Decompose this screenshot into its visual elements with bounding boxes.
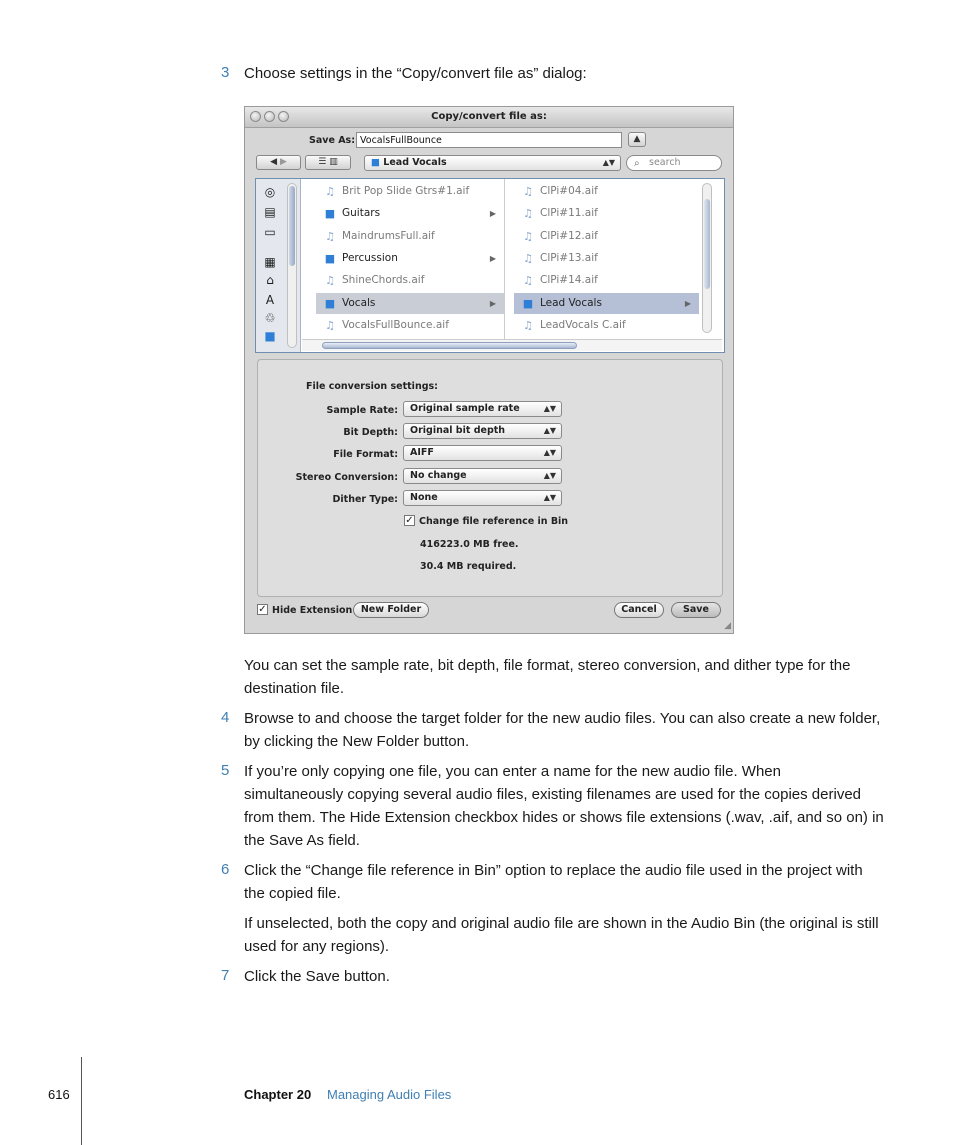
item-name: Vocals	[342, 296, 376, 309]
folder-row[interactable]	[316, 248, 504, 269]
disclosure-arrow-icon: ▶	[684, 298, 691, 308]
item-name: LeadVocals C.aif	[540, 318, 626, 331]
file-row[interactable]	[316, 181, 504, 202]
sample-rate-popup[interactable]	[403, 401, 562, 417]
browser-column-2	[514, 179, 699, 339]
disclosure-arrow-icon: ▶	[489, 209, 496, 219]
item-name: VocalsFullBounce.aif	[342, 318, 449, 331]
folder-icon[interactable]: ■	[264, 329, 276, 343]
disk-icon[interactable]: ▭	[264, 225, 276, 239]
item-name: Guitars	[342, 207, 381, 220]
chapter-title: Managing Audio Files	[327, 1087, 452, 1102]
item-name: Percussion	[342, 251, 398, 264]
change-file-reference-checkbox[interactable]	[404, 515, 415, 526]
popup-arrows-icon: ▲▼	[543, 426, 556, 435]
back-forward-buttons[interactable]	[256, 155, 301, 170]
stereo-conversion-popup[interactable]	[403, 468, 562, 484]
list-view-icon[interactable]: ☰	[318, 157, 327, 167]
location-popup[interactable]	[364, 155, 621, 171]
dither-type-value: None	[410, 492, 438, 503]
desktop-icon[interactable]: ▦	[264, 255, 276, 269]
dialog-title: Copy/convert file as:	[431, 111, 547, 122]
copy-convert-dialog	[244, 106, 734, 634]
network-icon[interactable]: ◎	[264, 185, 276, 199]
sample-rate-value: Original sample rate	[410, 403, 520, 414]
dialog-description: You can set the sample rate, bit depth, file format, stereo conversion, and dither type for the destination file.	[244, 657, 851, 697]
file-row[interactable]	[514, 248, 699, 269]
footer-divider	[81, 1057, 82, 1145]
audio-file-icon: ♫	[523, 274, 533, 288]
location-popup-label: Lead Vocals	[383, 157, 447, 168]
horizontal-scrollbar[interactable]	[302, 339, 722, 351]
trash-icon[interactable]: ♲	[264, 311, 276, 325]
file-row[interactable]	[316, 315, 504, 336]
item-name: ClPi#04.aif	[540, 185, 598, 197]
stereo-conversion-label: Stereo Conversion:	[295, 472, 398, 483]
folder-icon: ■	[324, 296, 336, 310]
required-space-text: 30.4 MB required.	[420, 561, 517, 572]
page-number: 616	[48, 1087, 70, 1102]
audio-file-icon: ♫	[523, 229, 533, 243]
audio-file-icon: ♫	[523, 185, 533, 198]
hide-extension-checkbox[interactable]	[257, 604, 268, 615]
change-file-reference-label: Change file reference in Bin	[419, 516, 569, 527]
item-name: MaindrumsFull.aif	[342, 229, 435, 242]
hide-extension-label: Hide Extension	[272, 605, 353, 616]
column-scroll-thumb[interactable]	[704, 199, 710, 289]
dither-type-label: Dither Type:	[332, 494, 398, 505]
dialog-titlebar	[245, 107, 733, 128]
hard-drive-icon[interactable]: ▤	[264, 205, 276, 219]
file-browser	[255, 178, 725, 353]
dither-type-popup[interactable]	[403, 490, 562, 506]
step-number-6: 6	[221, 861, 230, 878]
home-icon[interactable]: ⌂	[266, 273, 274, 287]
folder-row[interactable]	[514, 293, 699, 314]
step-6-text: Click the “Change file reference in Bin” option to replace the audio file used in the project with the copied file.	[244, 862, 863, 902]
step-5-text: If you’re only copying one file, you can enter a name for the new audio file. When simultaneously copying several audio files, existing filenames are used for the copies derived from them. The Hide Extension checkbox hides or shows file extensions (.wav, .aif, and so on) in the Save As field.	[244, 763, 884, 849]
file-format-value: AIFF	[410, 447, 434, 458]
checkmark-icon: ✓	[258, 604, 267, 615]
folder-icon: ■	[522, 296, 534, 310]
popup-arrows-icon: ▲▼	[543, 493, 556, 502]
file-format-popup[interactable]	[403, 445, 562, 461]
step-4-text: Browse to and choose the target folder for the new audio files. You can also create a new folder, by clicking the New Folder button.	[244, 710, 881, 750]
item-name: ShineChords.aif	[342, 274, 425, 287]
cancel-button[interactable]: Cancel	[614, 602, 664, 618]
sidebar	[256, 179, 301, 352]
step-number-7: 7	[221, 967, 230, 984]
item-name: ClPi#12.aif	[540, 229, 598, 242]
audio-file-icon: ♫	[325, 185, 335, 198]
step-7-text: Click the Save button.	[244, 968, 390, 985]
step-number-5: 5	[221, 762, 230, 779]
applications-icon[interactable]: A	[265, 293, 275, 307]
step-3-text: Choose settings in the “Copy/convert file as” dialog:	[244, 65, 587, 82]
browser-column-1	[316, 179, 505, 339]
settings-heading: File conversion settings:	[306, 381, 438, 392]
disclosure-arrow-icon: ▶	[489, 253, 496, 263]
popup-arrows-icon: ▲▼	[543, 471, 556, 480]
audio-file-icon: ♫	[523, 318, 533, 332]
checkmark-icon: ✓	[405, 515, 414, 526]
expand-up-icon: ▲	[633, 134, 641, 144]
save-as-field[interactable]: VocalsFullBounce	[356, 132, 622, 148]
search-placeholder: search	[649, 157, 681, 168]
item-name: Brit Pop Slide Gtrs#1.aif	[342, 185, 470, 197]
file-row[interactable]	[316, 226, 504, 247]
new-folder-button[interactable]: New Folder	[353, 602, 429, 618]
popup-arrows-icon: ▲▼	[602, 158, 615, 167]
bit-depth-label: Bit Depth:	[343, 427, 398, 438]
back-arrow-icon[interactable]: ◀	[270, 157, 278, 167]
column-view-icon[interactable]: ▥	[329, 157, 338, 167]
file-row[interactable]	[316, 270, 504, 291]
forward-arrow-icon[interactable]: ▶	[279, 157, 287, 167]
file-row[interactable]	[514, 203, 699, 224]
stereo-conversion-value: No change	[410, 470, 467, 481]
file-row[interactable]	[514, 181, 699, 202]
folder-icon: ■	[324, 251, 336, 265]
conversion-settings-panel	[257, 359, 723, 597]
step-6-note: If unselected, both the copy and original audio file are shown in the Audio Bin (the original is still used for any regions).	[244, 915, 879, 955]
bit-depth-value: Original bit depth	[410, 425, 506, 436]
step-number-3: 3	[221, 64, 230, 81]
audio-file-icon: ♫	[523, 251, 533, 265]
item-name: ClPi#13.aif	[540, 251, 598, 264]
sidebar-scrollbar[interactable]	[287, 183, 297, 348]
sample-rate-label: Sample Rate:	[326, 405, 398, 416]
horizontal-scroll-thumb[interactable]	[322, 342, 577, 349]
item-name: Lead Vocals	[540, 296, 602, 309]
free-space-text: 416223.0 MB free.	[420, 539, 519, 550]
bit-depth-popup[interactable]	[403, 423, 562, 439]
audio-file-icon: ♫	[325, 318, 335, 332]
audio-file-icon: ♫	[523, 207, 533, 221]
disclosure-arrow-icon: ▶	[489, 298, 496, 308]
save-as-label: Save As:	[309, 135, 356, 146]
folder-icon: ■	[371, 157, 380, 168]
search-field[interactable]	[626, 155, 722, 171]
view-mode-buttons[interactable]	[305, 155, 351, 170]
popup-arrows-icon: ▲▼	[543, 404, 556, 413]
file-row[interactable]	[514, 315, 699, 336]
search-icon: ⌕	[634, 158, 640, 169]
folder-icon: ■	[324, 207, 336, 221]
resize-grip-icon[interactable]: ◢	[724, 621, 731, 631]
column-scrollbar[interactable]	[702, 183, 712, 333]
save-button[interactable]: Save	[671, 602, 721, 618]
audio-file-icon: ♫	[325, 274, 335, 288]
folder-row[interactable]	[316, 293, 504, 314]
item-name: ClPi#11.aif	[540, 207, 598, 220]
step-number-4: 4	[221, 709, 230, 726]
file-format-label: File Format:	[333, 449, 398, 460]
audio-file-icon: ♫	[325, 229, 335, 243]
file-row[interactable]	[514, 270, 699, 291]
expand-dialog-button[interactable]	[628, 132, 646, 147]
popup-arrows-icon: ▲▼	[543, 448, 556, 457]
folder-row[interactable]	[316, 203, 504, 224]
sidebar-scroll-thumb[interactable]	[289, 186, 295, 266]
chapter-label: Chapter 20	[244, 1087, 312, 1102]
item-name: ClPi#14.aif	[540, 274, 598, 287]
file-row[interactable]	[514, 226, 699, 247]
